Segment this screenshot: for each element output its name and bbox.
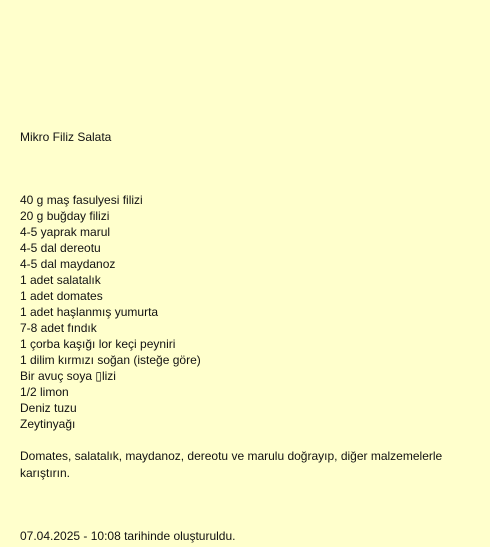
ingredient-item: Bir avuç soya ▯lizi [20,369,116,383]
ingredient-item: 4-5 dal dereotu [20,241,101,255]
ingredient-item: 7-8 adet fındık [20,321,97,335]
ingredient-item: 1 adet salatalık [20,273,101,287]
ingredient-item: Deniz tuzu [20,401,77,415]
ingredient-item: 4-5 dal maydanoz [20,257,116,271]
ingredient-item: 1 dilim kırmızı soğan (isteğe göre) [20,353,201,367]
recipe-title: Mikro Filiz Salata [20,130,112,144]
ingredient-item: 1/2 limon [20,385,69,399]
ingredient-item: 1 çorba kaşığı lor keçi peyniri [20,337,176,351]
ingredient-item: 4-5 yaprak marul [20,225,111,239]
recipe-page [20,0,480,547]
ingredient-item: 20 g buğday filizi [20,209,110,223]
ingredient-item: 1 adet haşlanmış yumurta [20,305,159,319]
created-timestamp: 07.04.2025 - 10:08 tarihinde oluşturuldu. [20,529,236,543]
recipe-instructions: Domates, salatalık, maydanoz, dereotu ve marulu doğrayıp, diğer malzemelerle karıştırın. [20,449,443,480]
ingredient-list [20,192,201,432]
ingredient-item: 40 g maş fasulyesi filizi [20,193,143,207]
ingredient-item: Zeytinyağı [20,417,76,431]
ingredient-item: 1 adet domates [20,289,103,303]
